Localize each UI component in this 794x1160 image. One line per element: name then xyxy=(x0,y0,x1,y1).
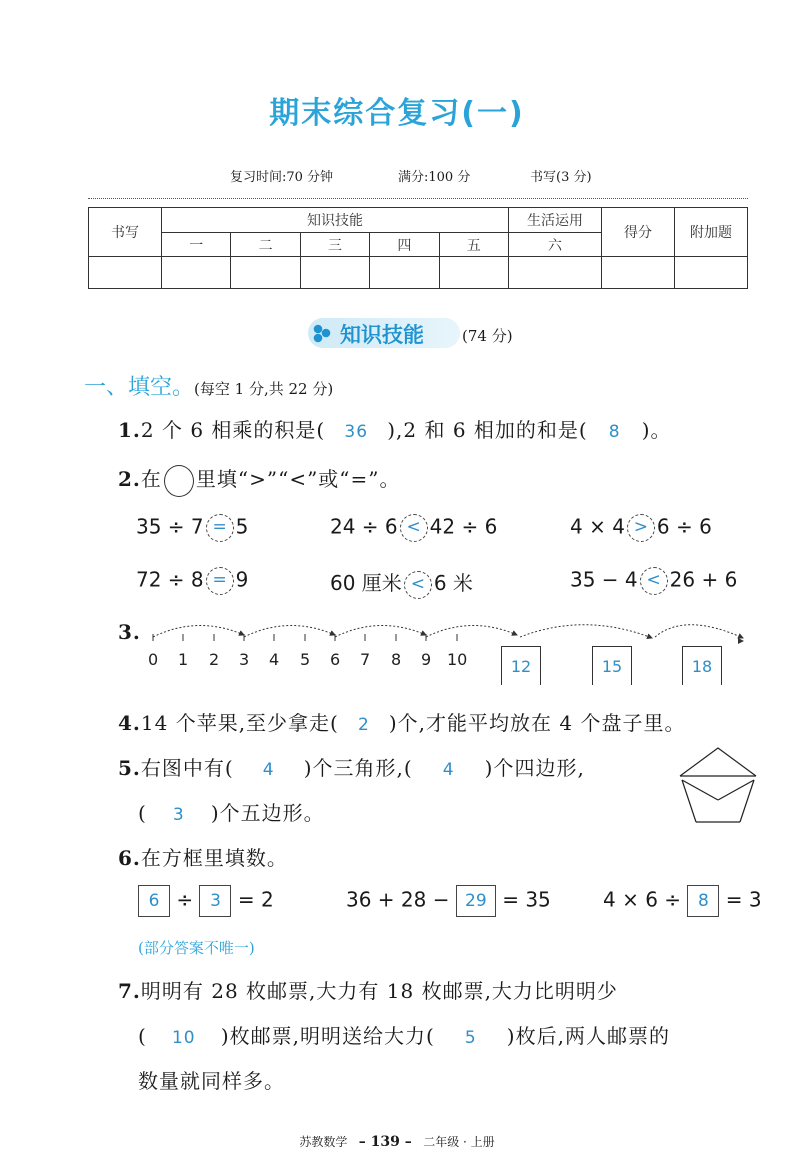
answer[interactable]: 10 xyxy=(171,1028,196,1048)
equation-result: = 35 xyxy=(502,887,551,912)
tick-label: 8 xyxy=(391,650,402,669)
tick-label: 1 xyxy=(178,650,189,669)
part1-note: (每空 1 分,共 22 分) xyxy=(194,380,334,398)
compare-answer[interactable]: > xyxy=(627,514,655,542)
blank-cell[interactable] xyxy=(509,257,602,289)
writing-score: 书写(3 分) xyxy=(530,170,592,185)
blank-cell[interactable] xyxy=(675,257,748,289)
q-text: )个,才能平均放在 4 个盘子里。 xyxy=(388,711,686,735)
full-score: 满分:100 分 xyxy=(398,170,471,185)
question-3 xyxy=(118,620,141,644)
tick-label: 3 xyxy=(239,650,250,669)
compare-1-3 xyxy=(570,514,712,542)
cell-writing: 书写 xyxy=(89,208,162,257)
question-6 xyxy=(118,842,288,871)
tick-label: 5 xyxy=(300,650,311,669)
fill-box[interactable]: 6 xyxy=(138,885,170,917)
q-text: 14 个苹果,至少拿走( xyxy=(140,711,339,735)
operator: ÷ xyxy=(176,887,194,912)
expr-left: 35 − 4 xyxy=(570,567,638,592)
compare-1-2 xyxy=(330,514,497,542)
equation-left: 36 + 28 − xyxy=(346,887,450,912)
tick-label: 9 xyxy=(421,650,432,669)
cell-col-4: 四 xyxy=(370,233,439,257)
cell-score: 得分 xyxy=(602,208,675,257)
q-text: 在方框里填数。 xyxy=(140,846,288,870)
cell-col-2: 二 xyxy=(231,233,300,257)
answer[interactable]: 5 xyxy=(464,1028,477,1048)
expr-right: 6 米 xyxy=(433,571,473,595)
expr-left: 24 ÷ 6 xyxy=(330,514,398,539)
question-1 xyxy=(118,414,672,443)
compare-answer[interactable]: < xyxy=(400,514,428,542)
equation-result: = 2 xyxy=(237,887,274,912)
tick-label: 10 xyxy=(447,650,468,669)
answer[interactable]: 8 xyxy=(608,422,621,442)
number-box[interactable]: 12 xyxy=(501,646,541,685)
expr-right: 9 xyxy=(235,567,249,592)
q-text: ( xyxy=(138,1024,147,1048)
footer-grade: 二年级 · 上册 xyxy=(423,1135,495,1149)
expr-left: 35 ÷ 7 xyxy=(136,514,204,539)
section-title: 知识技能 xyxy=(340,323,424,347)
answer[interactable]: 4 xyxy=(262,760,275,780)
compare-2-1 xyxy=(136,567,248,595)
number-box[interactable]: 15 xyxy=(592,646,632,685)
tick-label: 6 xyxy=(330,650,341,669)
fill-box[interactable]: 8 xyxy=(687,885,719,917)
compare-2-2 xyxy=(330,567,473,599)
question-2 xyxy=(118,463,401,497)
cell-life: 生活运用 xyxy=(509,208,602,233)
fill-equation-1 xyxy=(138,885,274,917)
q-text: )枚后,两人邮票的 xyxy=(506,1024,670,1048)
question-7 xyxy=(118,975,618,1004)
q-num: 4. xyxy=(118,711,141,735)
q-text: 里填“>”“<”或“=”。 xyxy=(195,467,401,491)
expr-right: 6 ÷ 6 xyxy=(656,514,712,539)
compare-answer[interactable]: < xyxy=(404,571,432,599)
fill-box[interactable]: 3 xyxy=(199,885,231,917)
blank-cell[interactable] xyxy=(231,257,300,289)
q-num: 2. xyxy=(118,467,141,491)
part1-title: 一、填空。 xyxy=(84,375,195,400)
question-5 xyxy=(118,752,585,781)
q-num: 7. xyxy=(118,979,141,1003)
page-footer xyxy=(0,1133,794,1150)
cell-col-3: 三 xyxy=(300,233,369,257)
q-text: )个五边形。 xyxy=(210,801,325,825)
cell-extra: 附加题 xyxy=(675,208,748,257)
q-text: 右图中有( xyxy=(140,756,234,780)
question-7-line3 xyxy=(138,1065,285,1094)
compare-1-1 xyxy=(136,514,248,542)
q-text: )个三角形,( xyxy=(303,756,413,780)
q-num: 3. xyxy=(118,620,141,644)
trefoil-icon xyxy=(311,323,333,345)
q-text: )个四边形, xyxy=(484,756,585,780)
score-table xyxy=(88,207,748,289)
blank-cell[interactable] xyxy=(370,257,439,289)
q-text: )枚邮票,明明送给大力( xyxy=(220,1024,435,1048)
blank-cell[interactable] xyxy=(602,257,675,289)
q-text: ),2 和 6 相加的和是( xyxy=(387,418,588,442)
expr-right: 42 ÷ 6 xyxy=(429,514,498,539)
q-num: 6. xyxy=(118,846,141,870)
section-points: (74 分) xyxy=(462,327,513,345)
question-5-line2 xyxy=(138,797,325,826)
q-text: 2 个 6 相乘的积是( xyxy=(140,418,326,442)
divider xyxy=(88,198,748,199)
cell-col-1: 一 xyxy=(162,233,231,257)
question-7-line2 xyxy=(138,1020,670,1049)
q-num: 5. xyxy=(118,756,141,780)
answer[interactable]: 36 xyxy=(344,422,369,442)
expr-left: 4 × 4 xyxy=(570,514,625,539)
q-num: 1. xyxy=(118,418,141,442)
compare-2-3 xyxy=(570,567,737,595)
compare-answer[interactable]: = xyxy=(206,514,234,542)
equation-left: 4 × 6 ÷ xyxy=(603,887,682,912)
expr-right: 5 xyxy=(235,514,249,539)
blank-cell[interactable] xyxy=(162,257,231,289)
equation-result: = 3 xyxy=(725,887,762,912)
blank-cell[interactable] xyxy=(300,257,369,289)
answer[interactable]: 4 xyxy=(442,760,455,780)
page-number: – 139 – xyxy=(358,1134,412,1150)
fill-equation-2 xyxy=(346,885,551,917)
answer[interactable]: 2 xyxy=(357,715,370,735)
number-box[interactable]: 18 xyxy=(682,646,722,685)
fill-equation-3 xyxy=(603,885,762,917)
review-time: 复习时间:70 分钟 xyxy=(230,170,334,185)
tick-label: 4 xyxy=(269,650,280,669)
tick-label: 0 xyxy=(148,650,159,669)
tick-label: 7 xyxy=(360,650,371,669)
expr-left: 60 厘米 xyxy=(330,571,402,595)
cell-col-6: 六 xyxy=(509,233,602,257)
compare-answer[interactable]: = xyxy=(206,567,234,595)
blank-cell[interactable] xyxy=(89,257,162,289)
answer[interactable]: 3 xyxy=(172,805,185,825)
compare-answer[interactable]: < xyxy=(640,567,668,595)
blank-cell[interactable] xyxy=(439,257,508,289)
q-text: 在 xyxy=(140,467,162,491)
question-4 xyxy=(118,707,685,736)
cell-knowledge: 知识技能 xyxy=(162,208,509,233)
cell-col-5: 五 xyxy=(439,233,508,257)
answer-note: (部分答案不唯一) xyxy=(138,939,255,957)
shape-figure xyxy=(674,742,764,826)
q-text: 明明有 28 枚邮票,大力有 18 枚邮票,大力比明明少 xyxy=(140,979,618,1003)
part1-heading xyxy=(84,370,333,401)
circle-blank xyxy=(164,465,194,497)
q-text: )。 xyxy=(641,418,672,442)
expr-right: 26 + 6 xyxy=(669,567,738,592)
fill-box[interactable]: 29 xyxy=(456,885,496,917)
q-text: ( xyxy=(138,801,147,825)
footer-book: 苏教数学 xyxy=(299,1135,348,1149)
tick-label: 2 xyxy=(209,650,220,669)
q-text: 数量就同样多。 xyxy=(138,1069,285,1093)
expr-left: 72 ÷ 8 xyxy=(136,567,204,592)
page-title: 期末综合复习(一) xyxy=(269,96,525,131)
